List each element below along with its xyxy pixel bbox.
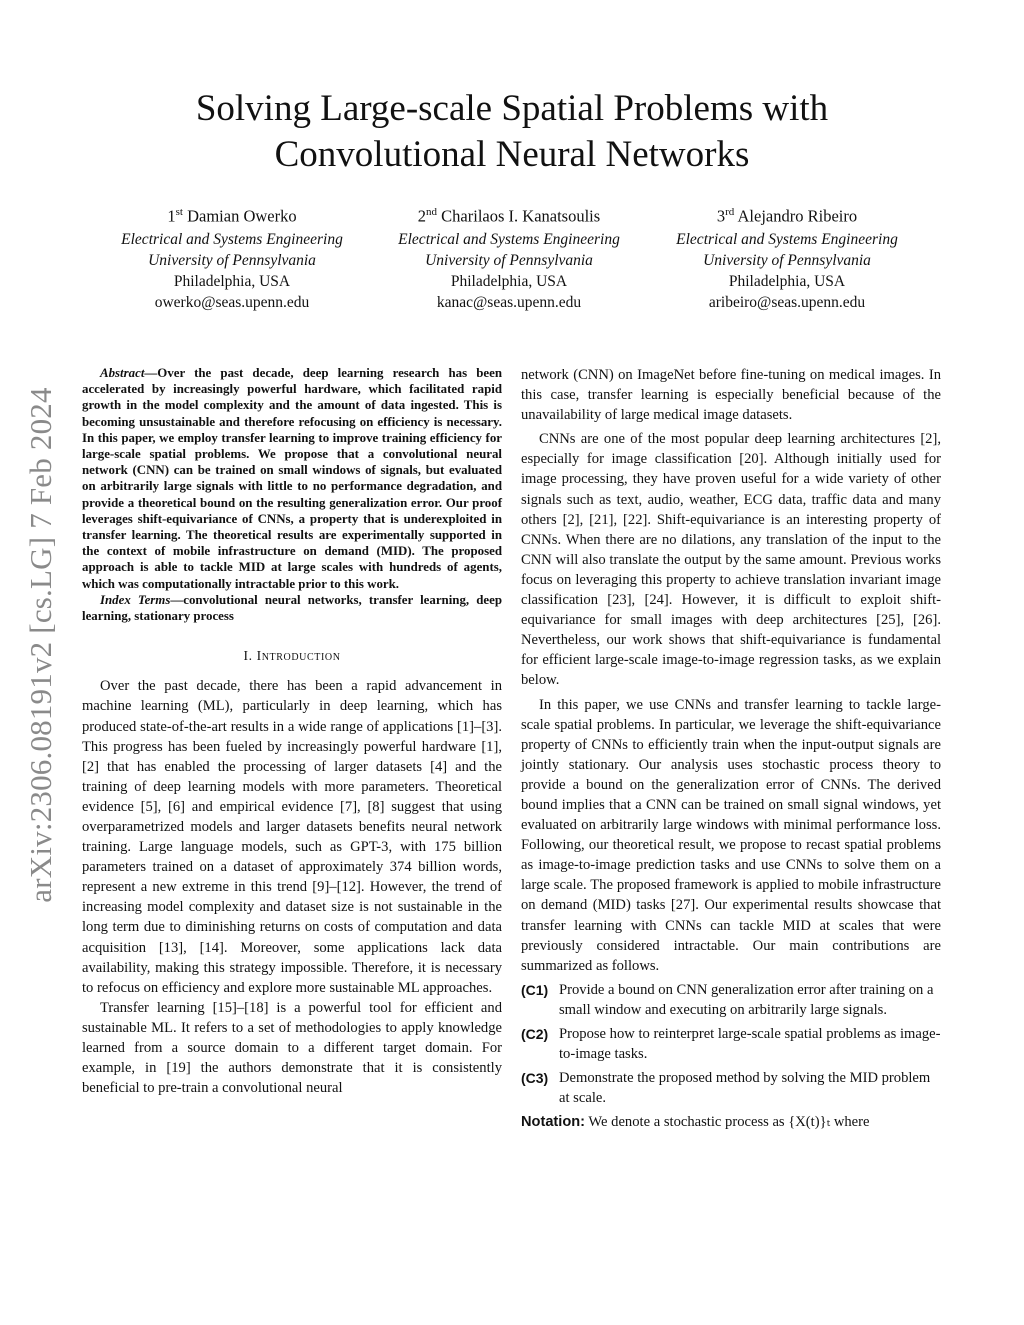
- contribution-text: Provide a bound on CNN generalization error after training on a small window and executing on arbitrarily large signals.: [559, 981, 934, 1018]
- body-paragraph: In this paper, we use CNNs and transfer learning to tackle large-scale spatial problems. In particular, we leverage the shift-equivariance property of CNNs to efficiently train when the input-output signals are jointly stationary. Our analysis uses stochastic process theory to provide a bound on the generalization error of CNNs. The derived bound implies that a CNN can be trained on small signal windows, yet evaluated on arbitrarily large windows with minimal performance loss. Following, our theoretical result, we propose to recast spatial problems as image-to-image prediction tasks and use CNNs to solve them on a large scale. The proposed framework is applied to mobile infrastructure on demand (MID) tasks [27]. Our experimental results showcase that transfer learning with CNNs can tackle MID at scales that were previously considered intractable. Our main contributions are summarized as follows.: [521, 696, 941, 974]
- contribution-item: [521, 980, 941, 1020]
- body-paragraph: CNNs are one of the most popular deep learning architectures [2], especially for image classification [20]. Although initially used for image processing, they have proven useful for a wide variety of other signals such as text, audio, weather, ECG data, traffic data and many others [2], [21], [22]. Shift-equivariance is an interesting property of CNNs. When there are no dilations, any translation of the input to the CNN will also translate the output by the same amount. Previous works focus on leveraging this property to achieve translation invariant image classification [23], [24]. However, it is difficult to exploit shift-equivariance for small images with deep architectures [25], [26]. Nevertheless, our work shows that shift-equivariance is fundamental for efficient large-scale image-to-image regression tasks, as we explain below.: [521, 431, 941, 689]
- author-city: Philadelphia, USA: [728, 272, 846, 290]
- author-email: aribeiro@seas.upenn.edu: [708, 293, 866, 311]
- index-terms: [82, 592, 502, 624]
- contribution-tag: (C3): [521, 1070, 549, 1087]
- contribution-text: Demonstrate the proposed method by solving the MID problem at scale.: [559, 1070, 931, 1107]
- abstract-text: —Over the past decade, deep learning research has been accelerated by increasingly powerful hardware, which facilitated rapid growth in the model complexity and the amount of data ingested. This is becoming unsustainable and therefore refocusing on efficiency is necessary. In this paper, we employ transfer learning to improve training efficiency for large-scale spatial problems. We propose that a convolutional neural network (CNN) can be trained on small windows of signals, but evaluated on arbitrarily large signals with little to no performance degradation, and provide a theoretical bound on the resulting generalization error. Our proof leverages shift-equivariance of CNNs, a property that is underexploited in transfer learning. The theoretical results are experimentally supported in the context of mobile infrastructure on demand (MID). The proposed approach is able to tackle MID at large scales with hundreds of agents, which was computationally intractable prior to this work.: [82, 366, 502, 591]
- author-department: Electrical and Systems Engineering: [676, 230, 898, 248]
- author-university: University of Pennsylvania: [148, 251, 316, 269]
- author-email: owerko@seas.upenn.edu: [154, 293, 310, 311]
- author-name: 2nd Charilaos I. Kanatsoulis: [417, 206, 601, 226]
- author-university: University of Pennsylvania: [703, 251, 871, 269]
- body-paragraph: Over the past decade, there has been a rapid advancement in machine learning (ML), particularly in deep learning, which has produced state-of-the-art results in a wide range of applications [1]–[3]. This progress has been fueled by increasingly powerful hardware [1], [2] that has enabled the processing of larger datasets [4] and the training of deep learning models with more parameters. Theoretical evidence [5], [6] and empirical evidence [7], [8] suggest that using overparametrized models and larger datasets benefits neural network training. Large language models, such as GPT-3, with 175 billion parameters trained on a dataset of approximately 374 billion words, represent a new extreme in this trend [9]–[12]. However, the trend of increasing model complexity and dataset size is not sustainable in the long term due to diminishing returns on costs of computation and data acquisition [13], [14]. Moreover, some applications lack data availability, making this strategy impossible. Therefore, it is necessary to refocus on efficiency and explore more sustainable ML approaches.: [82, 678, 502, 996]
- contribution-item: [521, 1068, 941, 1108]
- author-name: 3rd Alejandro Ribeiro: [716, 206, 858, 226]
- author-block-3: [652, 200, 922, 313]
- index-terms-label: Index Terms: [100, 592, 171, 607]
- arxiv-identifier: arXiv:2306.08191v2 [cs.LG] 7 Feb 2024: [23, 387, 58, 903]
- abstract-label: Abstract: [100, 366, 145, 380]
- author-city: Philadelphia, USA: [450, 272, 568, 290]
- author-name: 1st Damian Owerko: [167, 206, 297, 226]
- notation-label: Notation:: [521, 1114, 586, 1131]
- author-block-1: [97, 200, 367, 313]
- author-university: University of Pennsylvania: [425, 251, 593, 269]
- abstract: [82, 365, 502, 592]
- right-column: [521, 365, 941, 1132]
- left-column: [82, 365, 502, 1098]
- author-department: Electrical and Systems Engineering: [398, 230, 620, 248]
- body-paragraph: Transfer learning [15]–[18] is a powerful tool for efficient and sustainable ML. It refers to a set of methodologies to apply knowledge learned from a source domain to a different target domain. For example, in [19] the authors demonstrate that it is consistently beneficial to pre-train a convolutional neural: [82, 999, 502, 1097]
- section-heading: I. Introduction: [243, 648, 341, 664]
- author-department: Electrical and Systems Engineering: [121, 230, 343, 248]
- contribution-text: Propose how to reinterpret large-scale spatial problems as image-to-image tasks.: [559, 1026, 941, 1063]
- notation-paragraph: [521, 1112, 941, 1132]
- paper-title: [150, 86, 874, 178]
- author-email: kanac@seas.upenn.edu: [436, 293, 582, 311]
- title-line-2: Convolutional Neural Networks: [274, 134, 750, 175]
- notation-text: We denote a stochastic process as {X(t)}ₜ where: [585, 1114, 870, 1131]
- author-city: Philadelphia, USA: [173, 272, 291, 290]
- author-block-2: [374, 200, 644, 313]
- contribution-tag: (C1): [521, 981, 549, 998]
- body-paragraph: network (CNN) on ImageNet before fine-tuning on medical images. In this case, transfer learning is especially beneficial because of the unavailability of large medical image datasets.: [521, 367, 941, 424]
- contribution-tag: (C2): [521, 1026, 549, 1042]
- index-terms-text: —convolutional neural networks, transfer learning, deep learning, stationary process: [82, 592, 503, 624]
- contribution-item: [521, 1024, 941, 1064]
- title-line-1: Solving Large-scale Spatial Problems with: [195, 88, 829, 129]
